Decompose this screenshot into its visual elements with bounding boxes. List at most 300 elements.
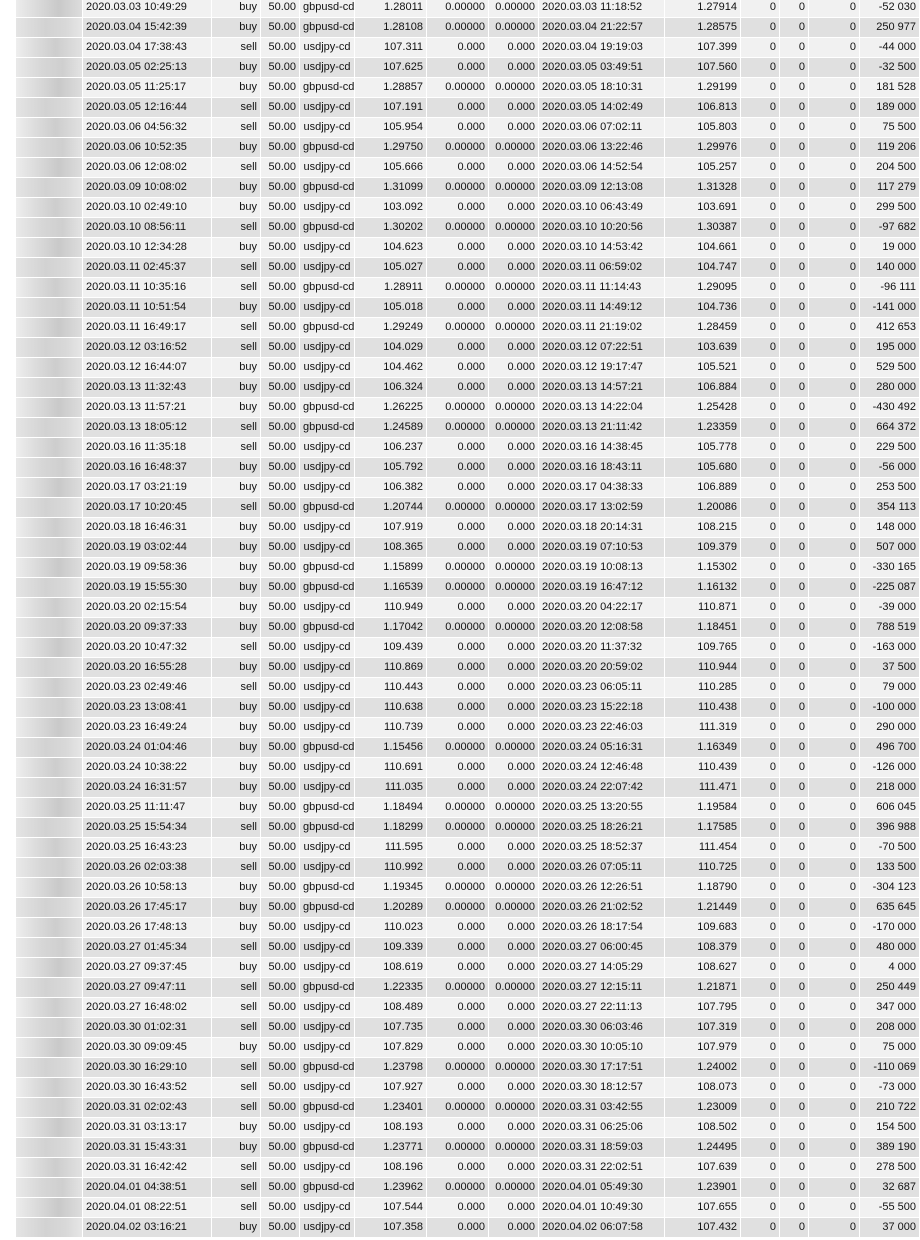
taxes-cell: 0 [780, 838, 808, 857]
take-profit-cell: 0.000 [489, 518, 538, 537]
taxes-cell: 0 [780, 978, 808, 997]
table-row [16, 1038, 919, 1057]
item-cell: gbpusd-cd [300, 318, 354, 337]
swap-cell: 0 [809, 218, 859, 237]
open-price-cell: 108.196 [355, 1158, 426, 1177]
open-time-cell: 2020.03.06 10:52:35 [83, 138, 211, 157]
redacted-ticket-cell [16, 1158, 82, 1177]
taxes-cell: 0 [780, 58, 808, 77]
profit-cell: -126 000 [860, 758, 919, 777]
item-cell: usdjpy-cd [300, 658, 354, 677]
close-time-cell: 2020.03.27 06:00:45 [539, 938, 664, 957]
open-time-cell: 2020.03.19 03:02:44 [83, 538, 211, 557]
swap-cell: 0 [809, 618, 859, 637]
swap-cell: 0 [809, 1058, 859, 1077]
taxes-cell: 0 [780, 498, 808, 517]
close-price-cell: 1.23901 [665, 1178, 740, 1197]
swap-cell: 0 [809, 918, 859, 937]
type-cell: buy [212, 918, 260, 937]
open-time-cell: 2020.03.19 15:55:30 [83, 578, 211, 597]
size-cell: 50.00 [261, 1038, 299, 1057]
type-cell: sell [212, 1178, 260, 1197]
open-price-cell: 107.311 [355, 38, 426, 57]
size-cell: 50.00 [261, 718, 299, 737]
size-cell: 50.00 [261, 118, 299, 137]
profit-cell: 195 000 [860, 338, 919, 357]
profit-cell: 79 000 [860, 678, 919, 697]
stop-loss-cell: 0.000 [427, 458, 488, 477]
close-price-cell: 108.073 [665, 1078, 740, 1097]
redacted-ticket-cell [16, 1098, 82, 1117]
close-price-cell: 1.18790 [665, 878, 740, 897]
swap-cell: 0 [809, 258, 859, 277]
profit-cell: 664 372 [860, 418, 919, 437]
swap-cell: 0 [809, 678, 859, 697]
open-time-cell: 2020.03.24 10:38:22 [83, 758, 211, 777]
commission-cell: 0 [741, 38, 779, 57]
close-price-cell: 1.19584 [665, 798, 740, 817]
stop-loss-cell: 0.000 [427, 918, 488, 937]
redacted-ticket-cell [16, 458, 82, 477]
swap-cell: 0 [809, 878, 859, 897]
stop-loss-cell: 0.00000 [427, 1058, 488, 1077]
type-cell: sell [212, 858, 260, 877]
stop-loss-cell: 0.000 [427, 98, 488, 117]
swap-cell: 0 [809, 98, 859, 117]
open-time-cell: 2020.03.26 17:45:17 [83, 898, 211, 917]
redaction-blur [16, 158, 82, 177]
swap-cell: 0 [809, 478, 859, 497]
open-time-cell: 2020.03.23 13:08:41 [83, 698, 211, 717]
taxes-cell: 0 [780, 438, 808, 457]
size-cell: 50.00 [261, 518, 299, 537]
size-cell: 50.00 [261, 78, 299, 97]
profit-cell: -52 030 [860, 0, 919, 17]
close-time-cell: 2020.03.05 14:02:49 [539, 98, 664, 117]
close-time-cell: 2020.03.27 12:15:11 [539, 978, 664, 997]
close-time-cell: 2020.04.02 06:07:58 [539, 1218, 664, 1237]
take-profit-cell: 0.00000 [489, 78, 538, 97]
open-price-cell: 110.023 [355, 918, 426, 937]
take-profit-cell: 0.000 [489, 1118, 538, 1137]
redacted-ticket-cell [16, 658, 82, 677]
redacted-ticket-cell [16, 418, 82, 437]
size-cell: 50.00 [261, 1138, 299, 1157]
profit-cell: 181 528 [860, 78, 919, 97]
size-cell: 50.00 [261, 378, 299, 397]
redacted-ticket-cell [16, 938, 82, 957]
close-price-cell: 110.725 [665, 858, 740, 877]
swap-cell: 0 [809, 1158, 859, 1177]
open-price-cell: 105.018 [355, 298, 426, 317]
open-price-cell: 106.237 [355, 438, 426, 457]
table-row [16, 118, 919, 137]
table-row [16, 638, 919, 657]
size-cell: 50.00 [261, 278, 299, 297]
swap-cell: 0 [809, 458, 859, 477]
redacted-ticket-cell [16, 1218, 82, 1237]
commission-cell: 0 [741, 178, 779, 197]
take-profit-cell: 0.00000 [489, 1178, 538, 1197]
commission-cell: 0 [741, 438, 779, 457]
item-cell: usdjpy-cd [300, 358, 354, 377]
item-cell: gbpusd-cd [300, 578, 354, 597]
take-profit-cell: 0.000 [489, 378, 538, 397]
size-cell: 50.00 [261, 858, 299, 877]
taxes-cell: 0 [780, 698, 808, 717]
open-price-cell: 1.16539 [355, 578, 426, 597]
table-row [16, 738, 919, 757]
table-row [16, 0, 919, 17]
item-cell: gbpusd-cd [300, 798, 354, 817]
take-profit-cell: 0.00000 [489, 578, 538, 597]
taxes-cell: 0 [780, 218, 808, 237]
take-profit-cell: 0.00000 [489, 498, 538, 517]
swap-cell: 0 [809, 418, 859, 437]
stop-loss-cell: 0.000 [427, 698, 488, 717]
size-cell: 50.00 [261, 958, 299, 977]
table-row [16, 758, 919, 777]
swap-cell: 0 [809, 738, 859, 757]
close-price-cell: 1.25428 [665, 398, 740, 417]
redaction-blur [16, 438, 82, 457]
item-cell: usdjpy-cd [300, 38, 354, 57]
take-profit-cell: 0.00000 [489, 978, 538, 997]
profit-cell: -141 000 [860, 298, 919, 317]
open-time-cell: 2020.03.11 10:35:16 [83, 278, 211, 297]
stop-loss-cell: 0.00000 [427, 398, 488, 417]
type-cell: buy [212, 478, 260, 497]
swap-cell: 0 [809, 1078, 859, 1097]
type-cell: sell [212, 678, 260, 697]
open-price-cell: 107.919 [355, 518, 426, 537]
close-price-cell: 108.215 [665, 518, 740, 537]
redaction-blur [16, 1078, 82, 1097]
redaction-blur [16, 1198, 82, 1217]
redacted-ticket-cell [16, 918, 82, 937]
open-time-cell: 2020.03.06 04:56:32 [83, 118, 211, 137]
item-cell: usdjpy-cd [300, 938, 354, 957]
swap-cell: 0 [809, 1098, 859, 1117]
profit-cell: 19 000 [860, 238, 919, 257]
item-cell: usdjpy-cd [300, 258, 354, 277]
table-row [16, 458, 919, 477]
redaction-blur [16, 378, 82, 397]
take-profit-cell: 0.000 [489, 258, 538, 277]
table-row [16, 258, 919, 277]
close-price-cell: 111.454 [665, 838, 740, 857]
stop-loss-cell: 0.000 [427, 998, 488, 1017]
open-price-cell: 1.28911 [355, 278, 426, 297]
profit-cell: 210 722 [860, 1098, 919, 1117]
redacted-ticket-cell [16, 898, 82, 917]
type-cell: sell [212, 38, 260, 57]
open-time-cell: 2020.04.02 03:16:21 [83, 1218, 211, 1237]
stop-loss-cell: 0.000 [427, 378, 488, 397]
open-time-cell: 2020.03.05 02:25:13 [83, 58, 211, 77]
size-cell: 50.00 [261, 878, 299, 897]
close-price-cell: 109.683 [665, 918, 740, 937]
item-cell: usdjpy-cd [300, 478, 354, 497]
profit-cell: 354 113 [860, 498, 919, 517]
size-cell: 50.00 [261, 1198, 299, 1217]
taxes-cell: 0 [780, 0, 808, 17]
open-price-cell: 1.30202 [355, 218, 426, 237]
type-cell: buy [212, 778, 260, 797]
redaction-blur [16, 1098, 82, 1117]
commission-cell: 0 [741, 498, 779, 517]
redacted-ticket-cell [16, 98, 82, 117]
taxes-cell: 0 [780, 318, 808, 337]
open-price-cell: 1.24589 [355, 418, 426, 437]
close-time-cell: 2020.03.11 21:19:02 [539, 318, 664, 337]
redaction-blur [16, 778, 82, 797]
table-row [16, 358, 919, 377]
redaction-blur [16, 658, 82, 677]
table-row [16, 998, 919, 1017]
open-price-cell: 1.23962 [355, 1178, 426, 1197]
taxes-cell: 0 [780, 758, 808, 777]
item-cell: usdjpy-cd [300, 518, 354, 537]
redacted-ticket-cell [16, 1058, 82, 1077]
type-cell: buy [212, 658, 260, 677]
stop-loss-cell: 0.00000 [427, 278, 488, 297]
profit-cell: 250 977 [860, 18, 919, 37]
item-cell: gbpusd-cd [300, 898, 354, 917]
item-cell: gbpusd-cd [300, 818, 354, 837]
size-cell: 50.00 [261, 198, 299, 217]
profit-cell: 75 000 [860, 1038, 919, 1057]
take-profit-cell: 0.00000 [489, 618, 538, 637]
table-row [16, 58, 919, 77]
table-row [16, 678, 919, 697]
size-cell: 50.00 [261, 1218, 299, 1237]
redacted-ticket-cell [16, 518, 82, 537]
size-cell: 50.00 [261, 58, 299, 77]
close-price-cell: 108.627 [665, 958, 740, 977]
redaction-blur [16, 918, 82, 937]
type-cell: buy [212, 238, 260, 257]
table-row [16, 138, 919, 157]
stop-loss-cell: 0.00000 [427, 498, 488, 517]
table-row [16, 318, 919, 337]
table-row [16, 618, 919, 637]
open-time-cell: 2020.03.11 16:49:17 [83, 318, 211, 337]
size-cell: 50.00 [261, 678, 299, 697]
table-row [16, 378, 919, 397]
take-profit-cell: 0.00000 [489, 318, 538, 337]
type-cell: buy [212, 18, 260, 37]
size-cell: 50.00 [261, 1098, 299, 1117]
item-cell: gbpusd-cd [300, 78, 354, 97]
taxes-cell: 0 [780, 158, 808, 177]
swap-cell: 0 [809, 558, 859, 577]
commission-cell: 0 [741, 638, 779, 657]
profit-cell: 154 500 [860, 1118, 919, 1137]
redaction-blur [16, 118, 82, 137]
close-time-cell: 2020.03.30 06:03:46 [539, 1018, 664, 1037]
open-price-cell: 111.595 [355, 838, 426, 857]
commission-cell: 0 [741, 58, 779, 77]
close-price-cell: 110.285 [665, 678, 740, 697]
close-time-cell: 2020.03.20 11:37:32 [539, 638, 664, 657]
item-cell: gbpusd-cd [300, 1138, 354, 1157]
commission-cell: 0 [741, 138, 779, 157]
redacted-ticket-cell [16, 398, 82, 417]
type-cell: buy [212, 178, 260, 197]
size-cell: 50.00 [261, 538, 299, 557]
redaction-blur [16, 458, 82, 477]
type-cell: buy [212, 578, 260, 597]
redacted-ticket-cell [16, 618, 82, 637]
stop-loss-cell: 0.00000 [427, 0, 488, 17]
stop-loss-cell: 0.00000 [427, 578, 488, 597]
close-time-cell: 2020.03.31 06:25:06 [539, 1118, 664, 1137]
open-price-cell: 1.15456 [355, 738, 426, 757]
redaction-blur [16, 18, 82, 37]
profit-cell: 507 000 [860, 538, 919, 557]
stop-loss-cell: 0.00000 [427, 178, 488, 197]
redaction-blur [16, 818, 82, 837]
type-cell: sell [212, 218, 260, 237]
close-time-cell: 2020.03.25 13:20:55 [539, 798, 664, 817]
stop-loss-cell: 0.000 [427, 338, 488, 357]
item-cell: usdjpy-cd [300, 678, 354, 697]
type-cell: buy [212, 558, 260, 577]
type-cell: buy [212, 1218, 260, 1237]
close-time-cell: 2020.03.04 21:22:57 [539, 18, 664, 37]
close-price-cell: 105.803 [665, 118, 740, 137]
commission-cell: 0 [741, 298, 779, 317]
size-cell: 50.00 [261, 938, 299, 957]
taxes-cell: 0 [780, 998, 808, 1017]
open-time-cell: 2020.03.27 09:37:45 [83, 958, 211, 977]
commission-cell: 0 [741, 598, 779, 617]
item-cell: gbpusd-cd [300, 0, 354, 17]
open-price-cell: 108.619 [355, 958, 426, 977]
take-profit-cell: 0.00000 [489, 798, 538, 817]
commission-cell: 0 [741, 398, 779, 417]
size-cell: 50.00 [261, 418, 299, 437]
item-cell: gbpusd-cd [300, 278, 354, 297]
taxes-cell: 0 [780, 1078, 808, 1097]
open-price-cell: 1.29750 [355, 138, 426, 157]
type-cell: buy [212, 838, 260, 857]
table-row [16, 518, 919, 537]
commission-cell: 0 [741, 618, 779, 637]
size-cell: 50.00 [261, 818, 299, 837]
open-price-cell: 107.191 [355, 98, 426, 117]
type-cell: sell [212, 1058, 260, 1077]
type-cell: buy [212, 618, 260, 637]
type-cell: buy [212, 458, 260, 477]
table-row [16, 558, 919, 577]
redacted-ticket-cell [16, 998, 82, 1017]
close-price-cell: 1.17585 [665, 818, 740, 837]
type-cell: sell [212, 418, 260, 437]
redaction-blur [16, 1158, 82, 1177]
type-cell: sell [212, 1078, 260, 1097]
redacted-ticket-cell [16, 538, 82, 557]
close-price-cell: 108.502 [665, 1118, 740, 1137]
take-profit-cell: 0.00000 [489, 1098, 538, 1117]
open-time-cell: 2020.03.25 11:11:47 [83, 798, 211, 817]
size-cell: 50.00 [261, 618, 299, 637]
stop-loss-cell: 0.00000 [427, 318, 488, 337]
take-profit-cell: 0.00000 [489, 738, 538, 757]
item-cell: gbpusd-cd [300, 418, 354, 437]
close-price-cell: 104.747 [665, 258, 740, 277]
commission-cell: 0 [741, 1058, 779, 1077]
open-time-cell: 2020.03.13 18:05:12 [83, 418, 211, 437]
open-price-cell: 109.339 [355, 938, 426, 957]
commission-cell: 0 [741, 1038, 779, 1057]
stop-loss-cell: 0.000 [427, 538, 488, 557]
commission-cell: 0 [741, 338, 779, 357]
commission-cell: 0 [741, 738, 779, 757]
stop-loss-cell: 0.000 [427, 438, 488, 457]
stop-loss-cell: 0.000 [427, 298, 488, 317]
type-cell: buy [212, 958, 260, 977]
profit-cell: 229 500 [860, 438, 919, 457]
table-row [16, 98, 919, 117]
open-price-cell: 1.28011 [355, 0, 426, 17]
commission-cell: 0 [741, 838, 779, 857]
stop-loss-cell: 0.000 [427, 678, 488, 697]
swap-cell: 0 [809, 18, 859, 37]
stop-loss-cell: 0.000 [427, 358, 488, 377]
redaction-blur [16, 318, 82, 337]
type-cell: buy [212, 878, 260, 897]
swap-cell: 0 [809, 378, 859, 397]
size-cell: 50.00 [261, 658, 299, 677]
commission-cell: 0 [741, 1198, 779, 1217]
size-cell: 50.00 [261, 1118, 299, 1137]
profit-cell: -110 069 [860, 1058, 919, 1077]
redaction-blur [16, 498, 82, 517]
redacted-ticket-cell [16, 158, 82, 177]
stop-loss-cell: 0.000 [427, 638, 488, 657]
profit-cell: 635 645 [860, 898, 919, 917]
close-time-cell: 2020.03.17 13:02:59 [539, 498, 664, 517]
stop-loss-cell: 0.000 [427, 758, 488, 777]
redacted-ticket-cell [16, 1138, 82, 1157]
table-row [16, 218, 919, 237]
open-time-cell: 2020.03.16 16:48:37 [83, 458, 211, 477]
close-time-cell: 2020.03.26 07:05:11 [539, 858, 664, 877]
table-row [16, 798, 919, 817]
size-cell: 50.00 [261, 558, 299, 577]
type-cell: buy [212, 758, 260, 777]
take-profit-cell: 0.000 [489, 998, 538, 1017]
close-price-cell: 110.438 [665, 698, 740, 717]
swap-cell: 0 [809, 0, 859, 17]
swap-cell: 0 [809, 138, 859, 157]
taxes-cell: 0 [780, 418, 808, 437]
size-cell: 50.00 [261, 218, 299, 237]
close-price-cell: 107.319 [665, 1018, 740, 1037]
taxes-cell: 0 [780, 178, 808, 197]
close-price-cell: 111.319 [665, 718, 740, 737]
stop-loss-cell: 0.000 [427, 1018, 488, 1037]
close-price-cell: 109.379 [665, 538, 740, 557]
profit-cell: -44 000 [860, 38, 919, 57]
open-price-cell: 1.28857 [355, 78, 426, 97]
open-time-cell: 2020.03.25 15:54:34 [83, 818, 211, 837]
taxes-cell: 0 [780, 398, 808, 417]
take-profit-cell: 0.00000 [489, 1058, 538, 1077]
take-profit-cell: 0.000 [489, 98, 538, 117]
